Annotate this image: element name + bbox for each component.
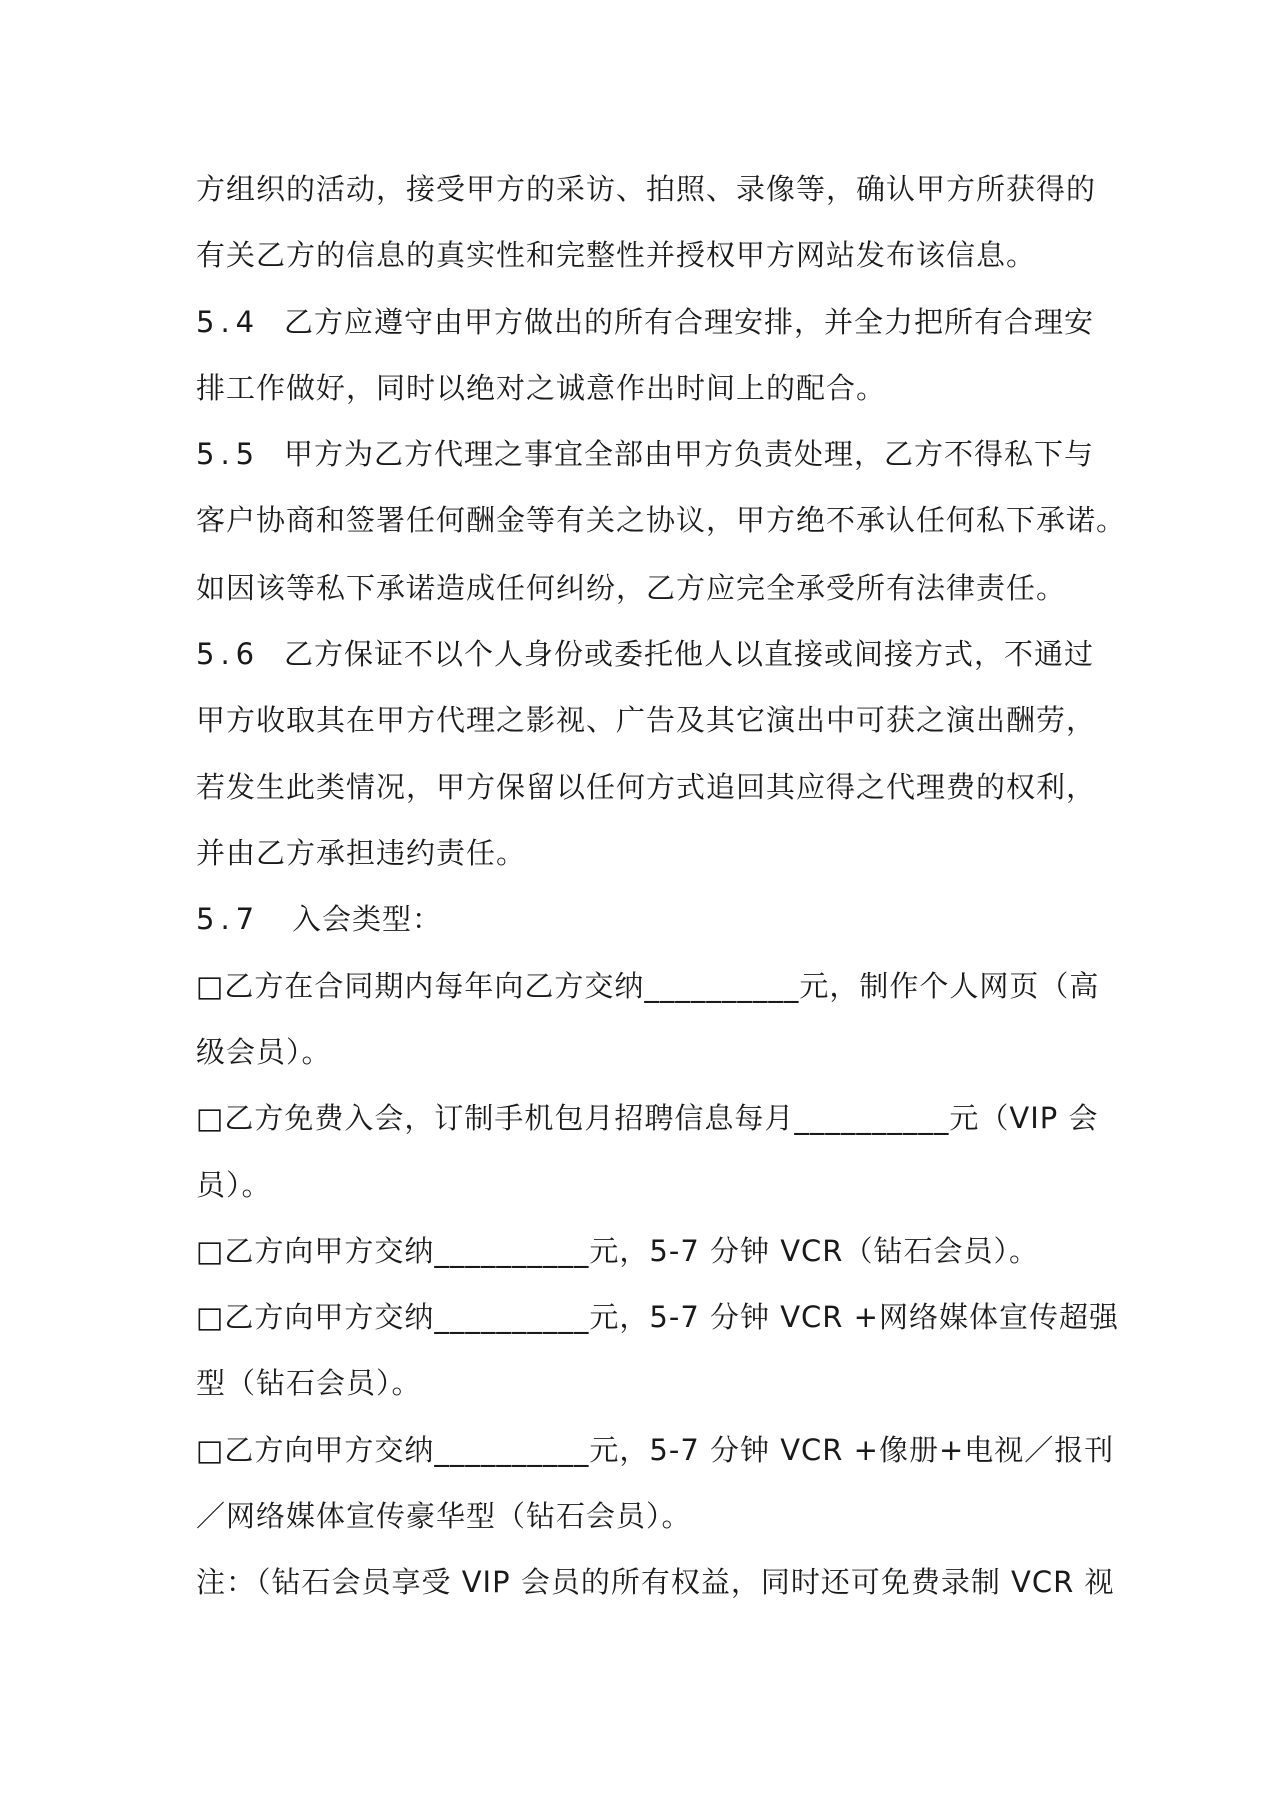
line-text: 并由乙方承担违约责任。 — [196, 836, 527, 870]
line-text: 乙方保证不以个人身份或委托他人以直接或间接方式，不通过 — [284, 637, 1095, 671]
clause-number: 5.7 — [196, 902, 261, 936]
clause-number: 5.6 — [196, 637, 261, 671]
text-line — [196, 1032, 1096, 1072]
membership-option-vip — [196, 1098, 1099, 1138]
membership-option-diamond-plus — [196, 1297, 1119, 1337]
line-text: 若发生此类情况，甲方保留以任何方式追回其应得之代理费的权利， — [196, 770, 1097, 804]
line-text: 注：（钻石会员享受 VIP 会员的所有权益，同时还可免费录制 VCR 视 — [196, 1565, 1115, 1599]
text-line — [196, 235, 1096, 275]
membership-option-diamond-vcr — [196, 1231, 1096, 1271]
line-text: 方组织的活动，接受甲方的采访、拍照、录像等，确认甲方所获得的 — [196, 172, 1097, 206]
text-line — [196, 833, 1096, 873]
line-text: 级会员）。 — [196, 1035, 332, 1069]
text-line — [196, 767, 1096, 807]
line-text: □乙方向甲方交纳__________元，5-7 分钟 VCR（钻石会员）。 — [196, 1234, 1039, 1268]
line-text: ／网络媒体宣传豪华型（钻石会员）。 — [196, 1499, 692, 1533]
line-text: 入会类型： — [292, 902, 443, 936]
text-line — [196, 700, 1096, 740]
clause-number: 5.4 — [196, 305, 261, 339]
text-line — [196, 1165, 1096, 1205]
clause-heading-5-6 — [196, 634, 1096, 674]
text-line — [196, 1496, 1096, 1536]
clause-number: 5.5 — [196, 437, 261, 471]
line-text: 排工作做好，同时以绝对之诚意作出时间上的配合。 — [196, 371, 887, 405]
clause-heading-5-4 — [196, 302, 1096, 342]
text-line — [196, 1363, 1096, 1403]
note-line — [196, 1562, 1115, 1602]
line-text: 员）。 — [196, 1168, 272, 1202]
line-text: 如因该等私下承诺造成任何纠纷，乙方应完全承受所有法律责任。 — [196, 571, 1067, 605]
text-line — [196, 169, 1096, 209]
membership-option-diamond-deluxe — [196, 1430, 1115, 1470]
line-text: □乙方在合同期内每年向乙方交纳__________元，制作个人网页（高 — [196, 969, 1100, 1003]
line-text: 甲方收取其在甲方代理之影视、广告及其它演出中可获之演出酬劳， — [196, 703, 1097, 737]
line-text: 客户协商和签署任何酬金等有关之协议，甲方绝不承认任何私下承诺。 — [196, 503, 1127, 537]
line-text: □乙方免费入会，订制手机包月招聘信息每月__________元（VIP 会 — [196, 1101, 1099, 1135]
membership-option-senior — [196, 966, 1100, 1006]
text-line — [196, 368, 1096, 408]
text-line — [196, 500, 1127, 540]
clause-heading-5-7 — [196, 899, 1096, 939]
line-text: □乙方向甲方交纳__________元，5-7 分钟 VCR +网络媒体宣传超强 — [196, 1300, 1119, 1334]
line-text: 乙方应遵守由甲方做出的所有合理安排，并全力把所有合理安 — [284, 305, 1095, 339]
line-text: 有关乙方的信息的真实性和完整性并授权甲方网站发布该信息。 — [196, 238, 1037, 272]
clause-heading-5-5 — [196, 434, 1096, 474]
line-text: 甲方为乙方代理之事宜全部由甲方负责处理，乙方不得私下与 — [284, 437, 1095, 471]
line-text: □乙方向甲方交纳__________元，5-7 分钟 VCR +像册+电视／报刊 — [196, 1433, 1115, 1467]
line-text: 型（钻石会员）。 — [196, 1366, 422, 1400]
text-line — [196, 568, 1096, 608]
